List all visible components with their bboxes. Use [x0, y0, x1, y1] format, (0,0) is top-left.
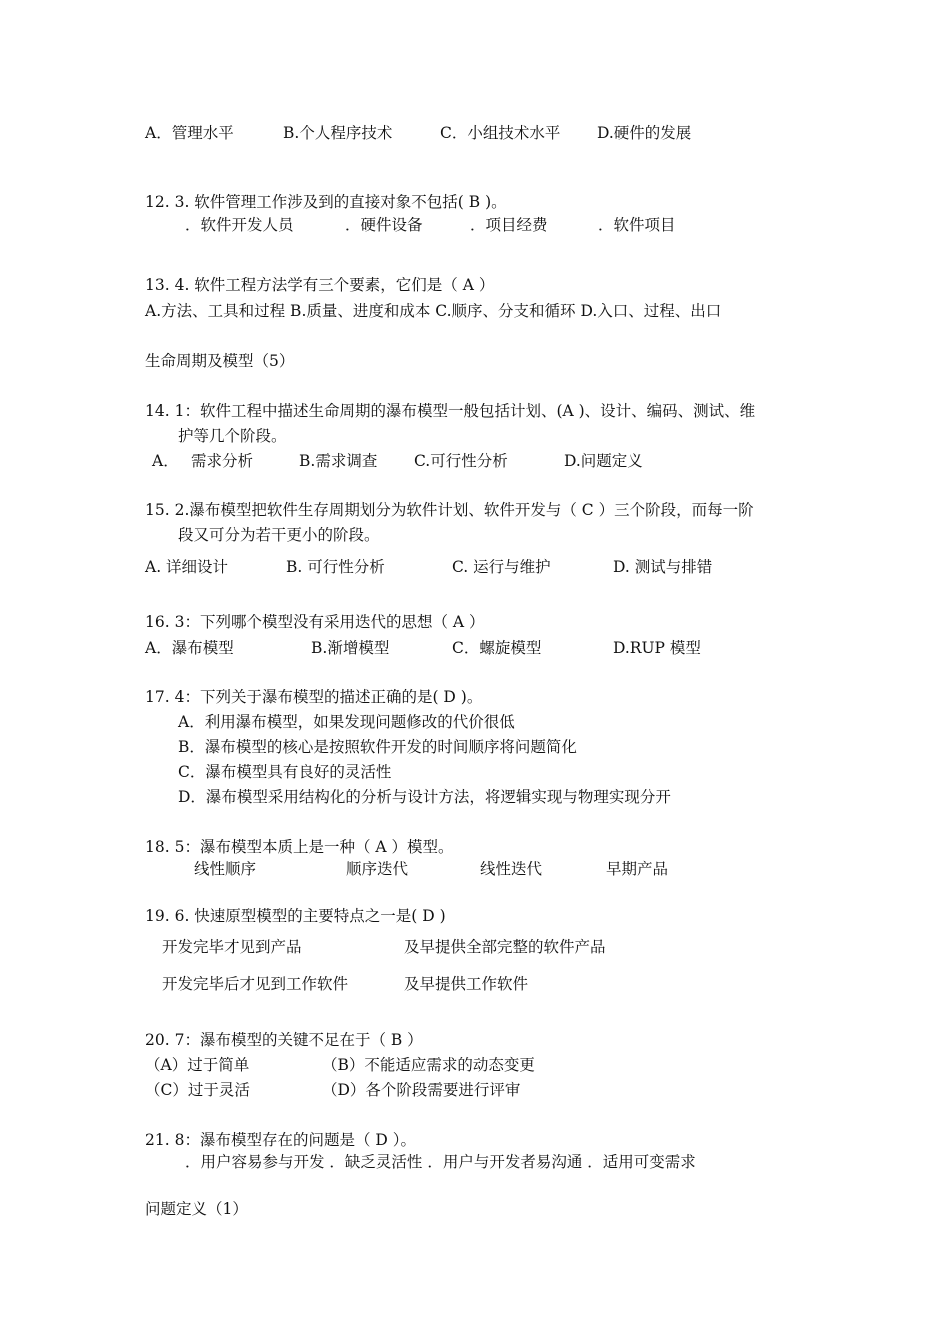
question-20-stem: 20. 7：瀑布模型的关键不足在于（ B ） — [145, 1031, 423, 1049]
q12-option-2: ．硬件设备 — [345, 216, 423, 234]
question-15-stem-continued: 段又可分为若干更小的阶段。 — [178, 526, 380, 544]
option-d: D.硬件的发展 — [597, 124, 692, 142]
q19-option-4: 及早提供工作软件 — [404, 975, 529, 993]
section-heading-problem-definition: 问题定义（1） — [145, 1200, 248, 1218]
question-15-stem: 15. 2.瀑布模型把软件生存周期划分为软件计划、软件开发与（ C ）三个阶段，而每一阶 — [145, 501, 754, 519]
q15-option-c: C. 运行与维护 — [452, 558, 551, 576]
question-21-options: ．用户容易参与开发 ．缺乏灵活性 ．用户与开发者易沟通 ．适用可变需求 — [185, 1153, 696, 1171]
q15-option-a: A. 详细设计 — [145, 558, 229, 576]
question-16-stem: 16. 3：下列哪个模型没有采用迭代的思想（ A ） — [145, 613, 485, 631]
q14-option-d: D.问题定义 — [564, 452, 643, 470]
q17-option-a: A．利用瀑布模型，如果发现问题修改的代价很低 — [178, 713, 515, 731]
question-13-stem: 13. 4. 软件工程方法学有三个要素，它们是（ A ） — [145, 276, 495, 294]
q15-option-b: B. 可行性分析 — [286, 558, 385, 576]
q17-option-d: D．瀑布模型采用结构化的分析与设计方法，将逻辑实现与物理实现分开 — [178, 788, 671, 806]
q14-option-a-letter: A． — [152, 452, 179, 470]
question-14-stem-continued: 护等几个阶段。 — [178, 427, 287, 445]
option-a: A．管理水平 — [145, 124, 234, 142]
question-21-stem: 21. 8：瀑布模型存在的问题是（ D ）。 — [145, 1131, 416, 1149]
q17-option-c: C．瀑布模型具有良好的灵活性 — [178, 763, 392, 781]
q20-option-b: （B）不能适应需求的动态变更 — [322, 1056, 535, 1074]
q16-option-c: C．螺旋模型 — [452, 639, 542, 657]
q19-option-1: 开发完毕才见到产品 — [162, 938, 302, 956]
question-14-stem: 14. 1：软件工程中描述生命周期的瀑布模型一般包括计划、(A )、设计、编码、测试、维 — [145, 402, 756, 420]
q12-option-1: ．软件开发人员 — [185, 216, 294, 234]
q20-option-d: （D）各个阶段需要进行评审 — [322, 1081, 521, 1099]
option-c: C．小组技术水平 — [440, 124, 561, 142]
q16-option-a: A．瀑布模型 — [145, 639, 234, 657]
q18-option-2: 顺序迭代 — [346, 860, 409, 878]
q19-option-2: 及早提供全部完整的软件产品 — [404, 938, 606, 956]
q19-option-3: 开发完毕后才见到工作软件 — [162, 975, 349, 993]
q14-option-b: B.需求调查 — [299, 452, 378, 470]
question-18-stem: 18. 5：瀑布模型本质上是一种（ A ）模型。 — [145, 838, 454, 856]
q12-option-4: ．软件项目 — [598, 216, 676, 234]
q18-option-1: 线性顺序 — [194, 860, 257, 878]
q17-option-b: B．瀑布模型的核心是按照软件开发的时间顺序将问题简化 — [178, 738, 577, 756]
q18-option-4: 早期产品 — [606, 860, 669, 878]
question-17-stem: 17. 4：下列关于瀑布模型的描述正确的是( D )。 — [145, 688, 483, 706]
question-13-options: A.方法、工具和过程 B.质量、进度和成本 C.顺序、分支和循环 D.入口、过程、出口 — [145, 302, 722, 320]
q16-option-d: D.RUP 模型 — [613, 639, 701, 657]
q12-option-3: ．项目经费 — [470, 216, 548, 234]
q14-option-c: C.可行性分析 — [414, 452, 508, 470]
q14-option-a: 需求分析 — [191, 452, 254, 470]
q18-option-3: 线性迭代 — [480, 860, 543, 878]
section-heading-lifecycle: 生命周期及模型（5） — [145, 352, 295, 370]
q20-option-c: （C）过于灵活 — [145, 1081, 250, 1099]
q20-option-a: （A）过于简单 — [145, 1056, 250, 1074]
q15-option-d: D. 测试与排错 — [613, 558, 713, 576]
option-b: B.个人程序技术 — [283, 124, 393, 142]
question-19-stem: 19. 6. 快速原型模型的主要特点之一是( D ) — [145, 907, 446, 925]
q16-option-b: B.渐增模型 — [311, 639, 390, 657]
question-12-stem: 12. 3. 软件管理工作涉及到的直接对象不包括( B )。 — [145, 193, 507, 211]
